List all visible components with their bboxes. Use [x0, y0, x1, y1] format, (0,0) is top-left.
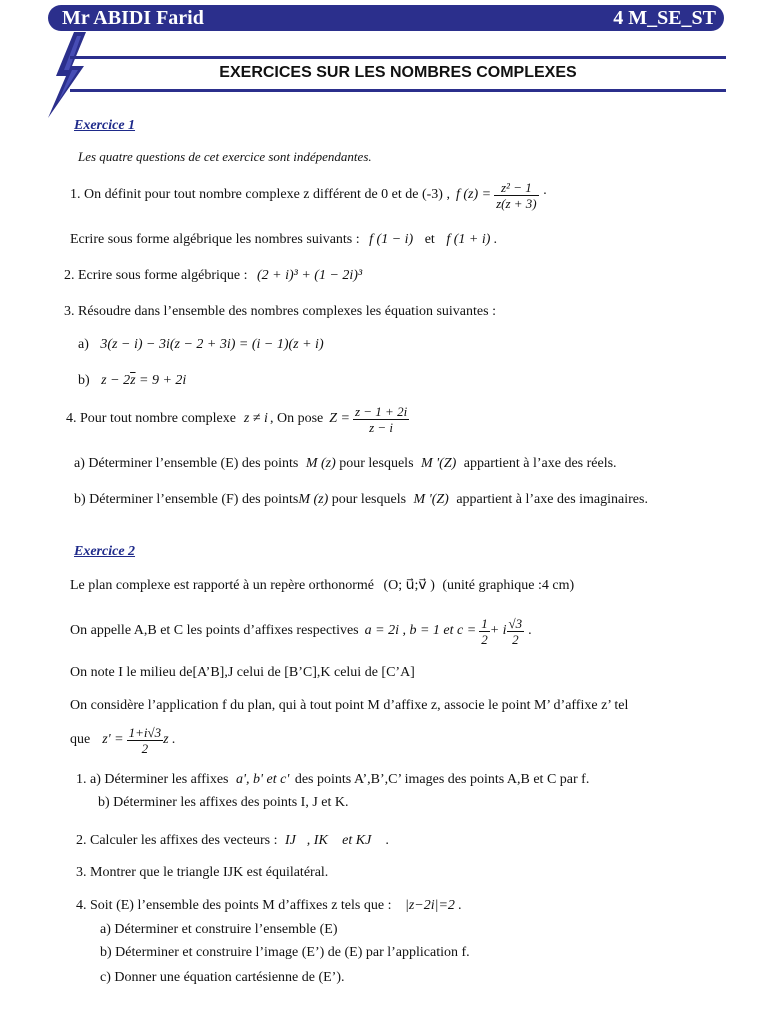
exercise2-q4b: b) Déterminer et construire l’image (E’) de (E) par l’application f.: [100, 945, 470, 960]
q1-joiner: et: [424, 232, 435, 247]
exercise2-q1b: b) Déterminer les affixes des points I, J et K.: [98, 795, 349, 810]
q2-text: 2. Ecrire sous forme algébrique :: [64, 268, 248, 283]
ex2-p2-expr: a = 2i , b = 1 et c =: [364, 623, 477, 638]
ex2-p2-plus-i: + i: [489, 623, 507, 638]
q1-expr1: f (1 − i): [369, 232, 414, 247]
exercise2-p2: [70, 613, 532, 649]
title-rule-top: [70, 56, 726, 59]
q4-text: 4. Pour tout nombre complexe: [66, 411, 236, 426]
ex2-p5-fraction: [127, 725, 164, 756]
q4a-m: M (z): [305, 456, 336, 471]
ex2-p2-half-num: 1: [481, 615, 488, 631]
exercise1-q3a: [78, 337, 324, 353]
ex2-p5-end: z .: [163, 732, 176, 747]
q3b-label: b): [78, 373, 90, 388]
exercise2-q4a: a) Déterminer et construire l’ensemble (E): [100, 922, 338, 937]
ex2-q2-text: 2. Calculer les affixes des vecteurs :: [76, 833, 278, 848]
exercise2-q3: 3. Montrer que le triangle IJK est équilatéral.: [76, 865, 329, 880]
exercise1-heading: Exercice 1: [74, 118, 136, 133]
exercise2-p5: [70, 722, 176, 758]
q1-fraction-num: z² − 1: [494, 180, 539, 196]
ex2-p2-sqrt-den: 2: [512, 631, 519, 647]
q4b-text1: b) Déterminer l’ensemble (F) des points: [74, 492, 299, 507]
q1-sub-text: Ecrire sous forme algébrique les nombres suivants :: [70, 232, 360, 247]
ex2-p2-sqrt-frac: [507, 616, 525, 647]
q3a-label: a): [78, 337, 89, 352]
q1-fraction: [494, 180, 539, 211]
q4a-text1: a) Déterminer l’ensemble (E) des points: [74, 456, 299, 471]
ex2-p2-end: .: [528, 623, 532, 638]
ex2-p5-que: que: [70, 732, 91, 747]
exercise1-q4b: [74, 492, 648, 508]
q3b-expr-bar: $\overline{z}$: [130, 373, 136, 388]
ex2-q4-text: 4. Soit (E) l’ensemble des points M d’affixes z tels que :: [76, 898, 392, 913]
exercise1-q4a: [74, 456, 617, 472]
exercise2-p3: On note I le milieu de[A’B],J celui de [B’C],K celui de [C’A]: [70, 665, 415, 680]
exercise2-q1a: [76, 772, 589, 788]
exercise2-heading: Exercice 2: [74, 544, 136, 559]
exercise1-q4: [66, 401, 409, 437]
q4a-mp: M '(Z): [421, 456, 457, 471]
q1-expr2: f (1 + i) .: [446, 232, 498, 247]
ex2-p2-half-den: 2: [481, 631, 488, 647]
q3b-expr-post: = 9 + 2i: [135, 373, 187, 388]
q4-fraction-den: z − i: [369, 419, 394, 435]
ex2-p5-lhs: z' =: [102, 732, 124, 747]
exercise1-q2: [64, 268, 362, 284]
ex2-p2-sqrt-num: √3: [508, 615, 523, 631]
q1-text: 1. On définit pour tout nombre complexe z différent de 0 et de (-3) ,: [70, 187, 450, 202]
ex2-q4-expr: |z−2i|=2 .: [404, 898, 462, 913]
q4b-text3: appartient à l’axe des imaginaires.: [456, 492, 648, 507]
exercise1-q1: [70, 177, 547, 213]
ex2-p1-unit: (unité graphique :4 cm): [442, 578, 575, 593]
exercise1-q3: 3. Résoudre dans l’ensemble des nombres complexes les équation suivantes :: [64, 304, 496, 319]
ex2-q1a-expr: a', b' et c': [236, 772, 290, 787]
q1-func-end: ·: [542, 187, 548, 202]
exercise2-p4: On considère l’application f du plan, qui à tout point M d’affixe z, associe le point M’ d’affixe z’ tel: [70, 698, 629, 713]
ex2-q1a-text2: des points A’,B’,C’ images des points A,B et C par f.: [294, 772, 590, 787]
q4b-text2: pour lesquels: [331, 492, 407, 507]
exercise1-intro: Les quatre questions de cet exercice sont indépendantes.: [78, 149, 372, 164]
ex2-p5-den: 2: [141, 740, 149, 756]
q4b-m: M (z): [298, 492, 329, 507]
q1-fraction-den: z(z + 3): [496, 195, 537, 211]
exercise1-q3b: [78, 373, 186, 389]
ex2-p2-half: [479, 616, 490, 647]
class-code: 4 M_SE_ST: [613, 7, 716, 29]
q4b-mp: M '(Z): [413, 492, 449, 507]
exercise2-q4c: c) Donner une équation cartésienne de (E’).: [100, 970, 345, 985]
q3a-expr: 3(z − i) − 3i(z − 2 + 3i) = (i − 1)(z + i): [100, 337, 324, 352]
page-title: EXERCICES SUR LES NOMBRES COMPLEXES: [219, 64, 577, 81]
q1-func-lhs: f (z) =: [455, 187, 492, 202]
q4a-text2: pour lesquels: [339, 456, 414, 471]
exercise2-q2: [76, 833, 389, 849]
ex2-p1-frame: (O; u⃗;v⃗ ): [383, 578, 435, 593]
ex2-p2-text: On appelle A,B et C les points d’affixes respectives: [70, 623, 359, 638]
ex2-q2-expr: IJ⃗, IK⃗ et KJ⃗ .: [285, 833, 390, 848]
exercise1-q1-sub: [70, 232, 497, 248]
exercise2-p1: [70, 577, 574, 594]
q4-text2: , On pose: [269, 411, 324, 426]
q4-fraction-num: z − 1 + 2i: [354, 403, 408, 419]
q2-expr: (2 + i)³ + (1 − 2i)³: [257, 268, 363, 283]
q4-fraction: [353, 404, 409, 435]
ex2-p5-num: 1+i√3: [128, 724, 162, 740]
ex2-q1a-text: 1. a) Déterminer les affixes: [76, 772, 229, 787]
q4-cond: z ≠ i: [243, 411, 268, 426]
ex2-p1-text: Le plan complexe est rapporté à un repère orthonormé: [70, 578, 374, 593]
q3b-expr-pre: z − 2: [101, 373, 131, 388]
exercise2-q4: [76, 898, 462, 914]
author-name: Mr ABIDI Farid: [62, 7, 204, 29]
title-rule-bottom: [70, 89, 726, 92]
q4a-text3: appartient à l’axe des réels.: [463, 456, 617, 471]
q4-lhs: Z =: [329, 411, 350, 426]
